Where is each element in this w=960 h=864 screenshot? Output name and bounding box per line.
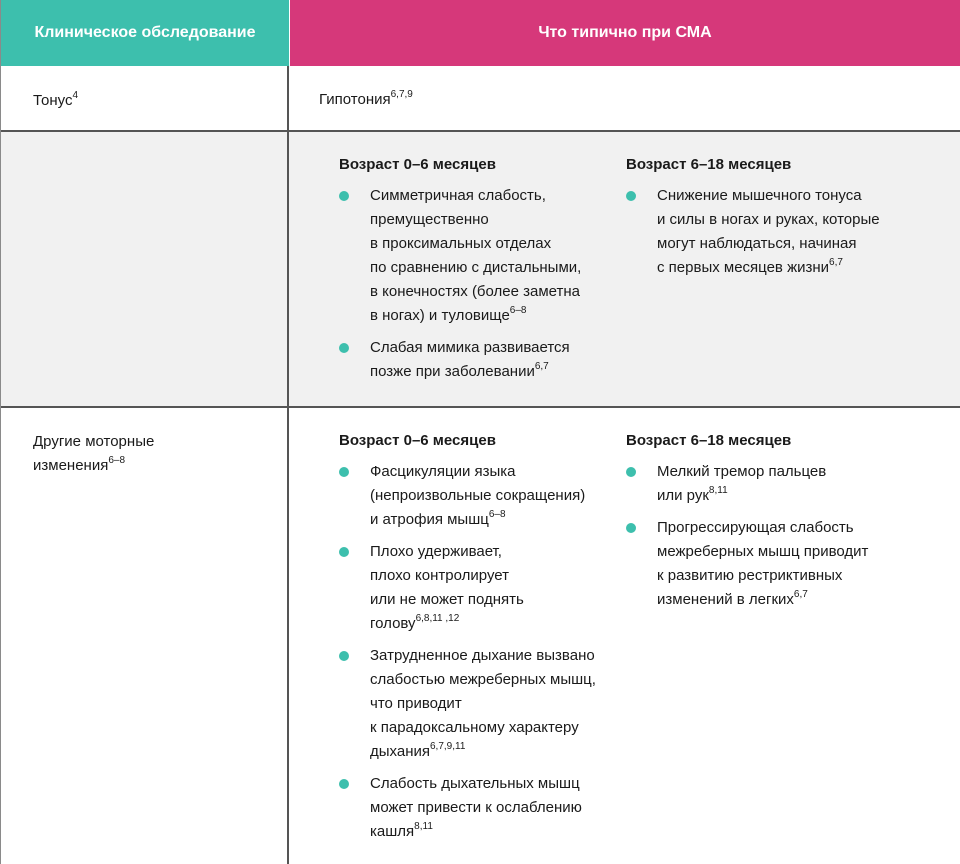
- row-label-motor: [1, 408, 289, 864]
- line: премущественно: [370, 211, 489, 228]
- line: и атрофия мышц: [370, 511, 489, 528]
- line: Затрудненное дыхание вызвано: [370, 647, 595, 664]
- label-line: Другие моторные: [33, 433, 155, 450]
- value-footnote: 6,7,9: [390, 89, 413, 100]
- bullet-dot-icon: [626, 523, 636, 533]
- bullet-dot-icon: [339, 779, 349, 789]
- line: Снижение мышечного тонуса: [657, 187, 862, 204]
- line: голову: [370, 615, 416, 632]
- table-header: [1, 0, 960, 66]
- age-heading: Возраст 6–18 месяцев: [626, 156, 792, 173]
- line: дыхания: [370, 743, 430, 760]
- value-text: Гипотония: [319, 91, 391, 108]
- age-heading: Возраст 0–6 месяцев: [339, 432, 496, 449]
- list-item: [626, 184, 916, 280]
- age-heading: Возраст 0–6 месяцев: [339, 156, 496, 173]
- line: или рук: [657, 487, 709, 504]
- line: изменений в легких: [657, 591, 794, 608]
- footnote: 8,11: [414, 821, 433, 832]
- bullet-list: [626, 460, 916, 612]
- header-typical-sma: Что типично при СМА: [289, 0, 960, 66]
- line: Мелкий тремор пальцев: [657, 463, 827, 480]
- line: или не может поднять: [370, 591, 524, 608]
- line: что приводит: [370, 695, 462, 712]
- footnote: 6,7,9,11: [430, 741, 466, 752]
- line: в проксимальных отделах: [370, 235, 552, 252]
- line: могут наблюдаться, начиная: [657, 235, 857, 252]
- line: и силы в ногах и руках, которые: [657, 211, 880, 228]
- age-column-0-6: [339, 154, 619, 392]
- line: Слабая мимика развивается: [370, 339, 570, 356]
- table-row-tonus: [1, 66, 960, 132]
- line: Фасцикуляции языка: [370, 463, 516, 480]
- line: межреберных мышц приводит: [657, 543, 869, 560]
- list-item: [339, 184, 619, 328]
- table-row-weakness: [1, 132, 960, 408]
- age-column-0-6: [339, 430, 619, 852]
- bullet-dot-icon: [339, 343, 349, 353]
- bullet-dot-icon: [339, 651, 349, 661]
- row-value-motor: [289, 408, 960, 864]
- label-line: изменения: [33, 457, 109, 474]
- footnote: 6,8,11 ,12: [415, 613, 460, 624]
- row-label-tonus: [1, 66, 289, 130]
- list-item: [339, 772, 619, 844]
- bullet-list: [339, 184, 619, 384]
- bullet-dot-icon: [339, 547, 349, 557]
- row-value-weakness: [289, 132, 960, 406]
- list-item: [626, 516, 916, 612]
- footnote: 6,7: [829, 257, 843, 268]
- footnote: 6–8: [509, 305, 527, 316]
- bullet-dot-icon: [339, 467, 349, 477]
- list-item: [339, 644, 619, 764]
- age-column-6-18: [626, 154, 916, 288]
- line: с первых месяцев жизни: [657, 259, 830, 276]
- line: по сравнению с дистальными,: [370, 259, 582, 276]
- bullet-dot-icon: [626, 467, 636, 477]
- line: кашля: [370, 823, 415, 840]
- list-item: [339, 540, 619, 636]
- bullet-dot-icon: [339, 191, 349, 201]
- line: плохо контролирует: [370, 567, 509, 584]
- label-footnote: 6–8: [108, 455, 126, 466]
- label-footnote: 4: [72, 90, 79, 101]
- line: Слабость дыхательных мышц: [370, 775, 580, 792]
- list-item: [626, 460, 916, 508]
- list-item: [339, 336, 619, 384]
- row-value-tonus: [289, 66, 960, 130]
- line: в конечностях (более заметна: [370, 283, 581, 300]
- bullet-dot-icon: [626, 191, 636, 201]
- footnote: 6,7: [793, 589, 808, 600]
- footnote: 8,11: [708, 485, 728, 496]
- list-item: [339, 460, 619, 532]
- header-clinical-exam: Клиническое обследование: [1, 0, 289, 66]
- line: позже при заболевании: [370, 363, 535, 380]
- line: слабостью межреберных мышц,: [370, 671, 596, 688]
- line: Плохо удерживает,: [370, 543, 502, 560]
- footnote: 6–8: [488, 509, 506, 520]
- line: Прогрессирующая слабость: [657, 519, 854, 536]
- row-label-empty: [1, 132, 289, 406]
- footnote: 6,7: [534, 361, 549, 372]
- line: к парадоксальному характеру: [370, 719, 579, 736]
- bullet-list: [339, 460, 619, 844]
- line: может привести к ослаблению: [370, 799, 582, 816]
- age-heading: Возраст 6–18 месяцев: [626, 432, 792, 449]
- age-column-6-18: [626, 430, 916, 620]
- line: (непроизвольные сокращения): [370, 487, 586, 504]
- table-row-motor-changes: [1, 408, 960, 864]
- bullet-list: [626, 184, 916, 280]
- line: в ногах) и туловище: [370, 307, 510, 324]
- line: к развитию рестриктивных: [657, 567, 843, 584]
- label-text: Тонус: [33, 92, 73, 109]
- line: Симметричная слабость,: [370, 187, 546, 204]
